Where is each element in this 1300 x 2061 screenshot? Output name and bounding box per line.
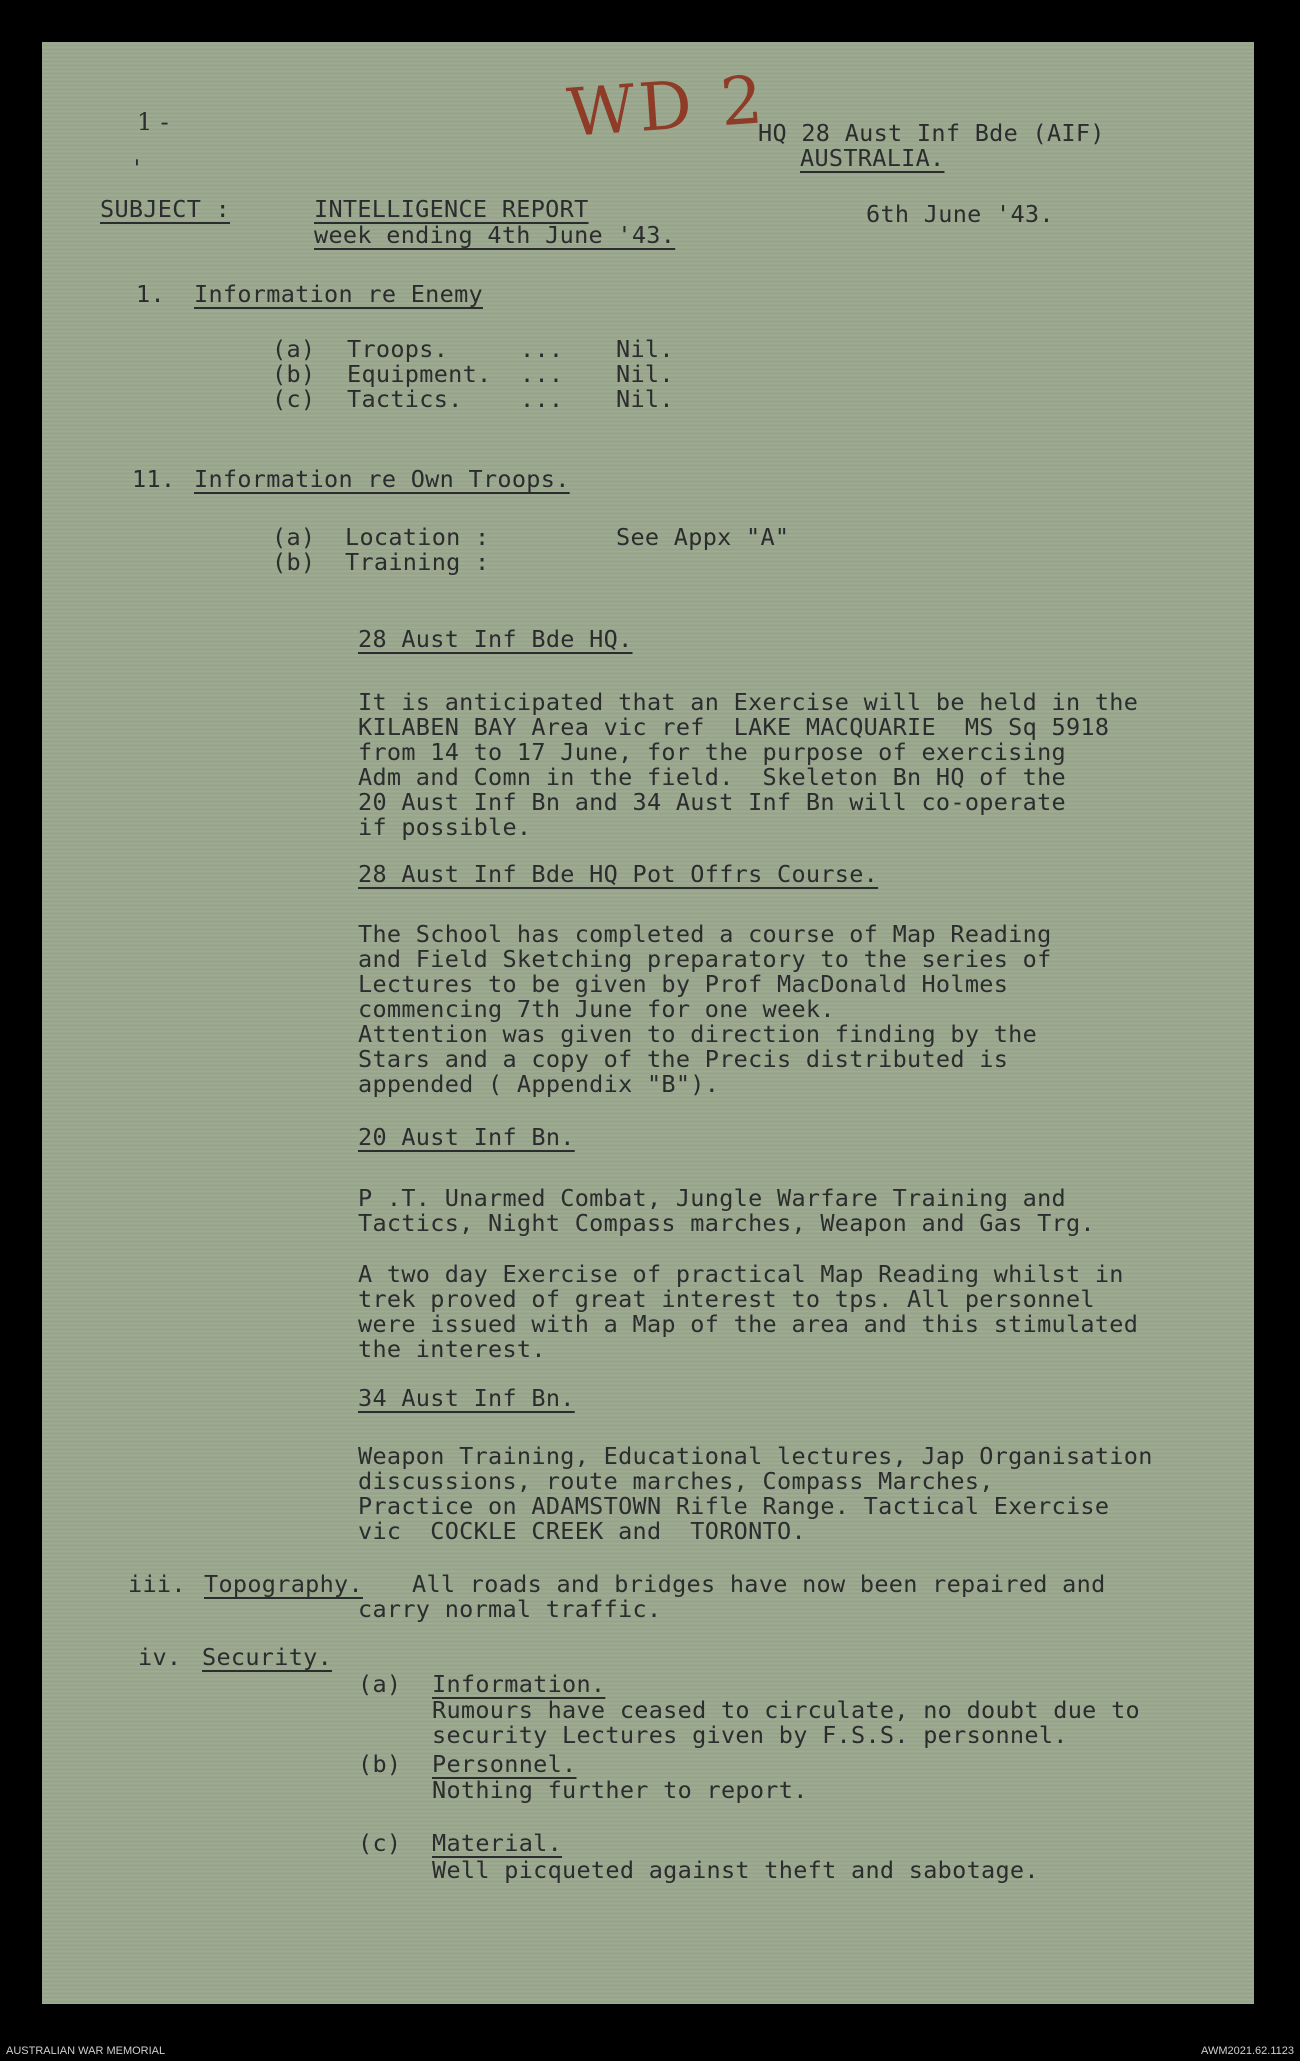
document-page [42, 42, 1254, 2004]
margin-mark: - [124, 158, 153, 167]
unit-heading: 34 Aust Inf Bn. [358, 1384, 575, 1412]
paragraph-line: Lectures to be given by Prof MacDonald Holmes [358, 970, 1009, 998]
unit-heading: 20 Aust Inf Bn. [358, 1123, 575, 1151]
item-letter: (c) [272, 385, 316, 413]
section-title: Topography. [204, 1570, 363, 1598]
paragraph-line: and Field Sketching preparatory to the series of [358, 945, 1052, 973]
paragraph-line: 20 Aust Inf Bn and 34 Aust Inf Bn will co-operate [358, 788, 1066, 816]
paragraph-line: appended ( Appendix "B"). [358, 1070, 720, 1098]
subject-label: SUBJECT : [100, 195, 231, 223]
item-letter: (b) [358, 1750, 402, 1778]
header-date: 6th June '43. [866, 200, 1054, 228]
paragraph-line: Adm and Comn in the field. Skeleton Bn HQ of the [358, 763, 1066, 791]
paragraph-line: if possible. [358, 813, 532, 841]
item-label: Equipment. [347, 360, 492, 388]
paragraph-line: were issued with a Map of the area and this stimulated [358, 1310, 1139, 1338]
header-country: AUSTRALIA. [800, 144, 945, 172]
paragraph-line: Tactics, Night Compass marches, Weapon and Gas Trg. [358, 1209, 1095, 1237]
subsection-title: Information. [432, 1670, 606, 1698]
unit-heading: 28 Aust Inf Bde HQ. [358, 625, 633, 653]
paragraph-line: Weapon Training, Educational lectures, Jap Organisation [358, 1442, 1153, 1470]
paragraph-line: A two day Exercise of practical Map Reading whilst in [358, 1260, 1124, 1288]
section-title: Security. [202, 1643, 333, 1671]
paragraph-line: commencing 7th June for one week. [358, 995, 835, 1023]
item-value: Nil. [616, 335, 674, 363]
item-letter: (b) [272, 548, 316, 576]
unit-heading: 28 Aust Inf Bde HQ Pot Offrs Course. [358, 860, 879, 888]
paragraph-line: Well picqueted against theft and sabotage. [432, 1856, 1039, 1884]
location-label: Location : [345, 523, 490, 551]
margin-mark: 1 - [137, 108, 169, 136]
subject-title: INTELLIGENCE REPORT [314, 195, 589, 223]
paragraph-line: The School has completed a course of Map Reading [358, 920, 1052, 948]
item-letter: (a) [272, 523, 316, 551]
section-number: iv. [138, 1643, 182, 1671]
paragraph-line: trek proved of great interest to tps. All personnel [358, 1285, 1095, 1313]
paragraph-line: vic COCKLE CREEK and TORONTO. [358, 1517, 806, 1545]
item-dots: ... [520, 360, 564, 388]
footer-right: AWM2021.62.1123 [1201, 2045, 1294, 2057]
item-label: Troops. [347, 335, 449, 363]
item-letter: (c) [358, 1829, 402, 1857]
training-label: Training : [345, 548, 490, 576]
paragraph-line: the interest. [358, 1335, 546, 1363]
paragraph-line: P .T. Unarmed Combat, Jungle Warfare Training and [358, 1184, 1066, 1212]
subject-period: week ending 4th June '43. [314, 221, 676, 249]
item-dots: ... [520, 385, 564, 413]
footer-left: AUSTRALIAN WAR MEMORIAL [6, 2045, 166, 2057]
paragraph-line: Rumours have ceased to circulate, no doubt due to [432, 1696, 1140, 1724]
header-hq: HQ 28 Aust Inf Bde (AIF) [758, 119, 1105, 147]
paragraph-line: All roads and bridges have now been repaired and [412, 1570, 1106, 1598]
section-number: 1. [136, 280, 165, 308]
item-letter: (a) [272, 335, 316, 363]
location-value: See Appx "A" [616, 523, 790, 551]
section-title: Information re Enemy [194, 280, 483, 308]
paragraph-line: It is anticipated that an Exercise will be held in the [358, 688, 1139, 716]
paragraph-line: Practice on ADAMSTOWN Rifle Range. Tactical Exercise [358, 1492, 1110, 1520]
paragraph-line: Nothing further to report. [432, 1776, 808, 1804]
item-label: Tactics. [347, 385, 463, 413]
item-dots: ... [520, 335, 564, 363]
item-letter: (b) [272, 360, 316, 388]
handwritten-annotation: WD 2 [564, 61, 770, 152]
item-letter: (a) [358, 1670, 402, 1698]
item-value: Nil. [616, 360, 674, 388]
section-title: Information re Own Troops. [194, 465, 570, 493]
paragraph-line: carry normal traffic. [358, 1595, 662, 1623]
section-number: iii. [128, 1570, 186, 1598]
section-number: 11. [132, 465, 176, 493]
subsection-title: Material. [432, 1829, 563, 1857]
paragraph-line: from 14 to 17 June, for the purpose of exercising [358, 738, 1066, 766]
item-value: Nil. [616, 385, 674, 413]
paragraph-line: Stars and a copy of the Precis distributed is [358, 1045, 1009, 1073]
paragraph-line: KILABEN BAY Area vic ref LAKE MACQUARIE MS Sq 5918 [358, 713, 1110, 741]
subsection-title: Personnel. [432, 1750, 577, 1778]
paragraph-line: Attention was given to direction finding by the [358, 1020, 1038, 1048]
paragraph-line: security Lectures given by F.S.S. personnel. [432, 1721, 1068, 1749]
paragraph-line: discussions, route marches, Compass Marches, [358, 1467, 994, 1495]
